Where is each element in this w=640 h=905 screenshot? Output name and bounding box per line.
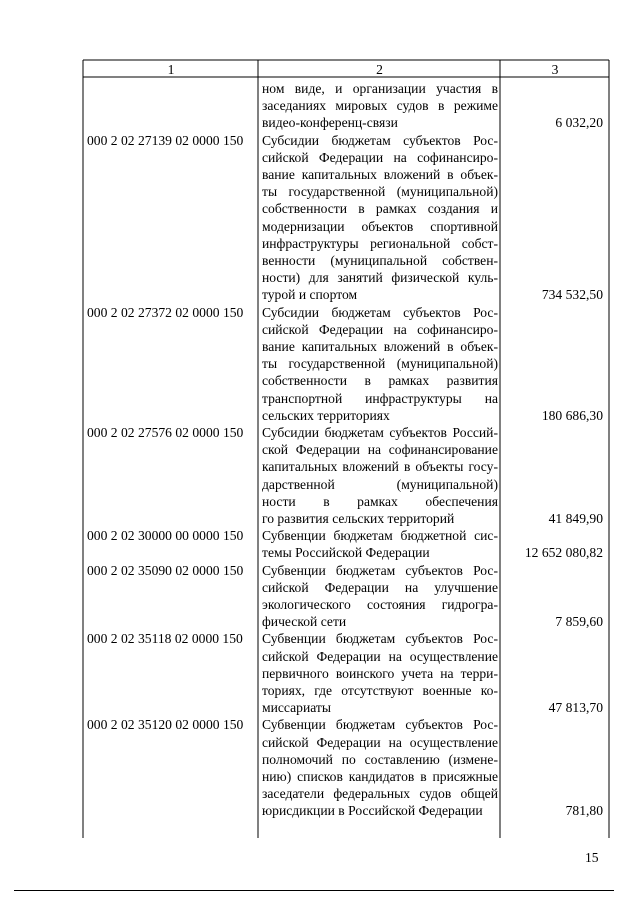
- description-line: ности в рамках обеспечения: [262, 493, 498, 509]
- budget-code: 000 2 02 35120 02 0000 150: [87, 717, 244, 733]
- amount-value: 7 859,60: [555, 614, 603, 630]
- description-line: нию) списков кандидатов в присяжные: [262, 768, 498, 784]
- revenue-description: [262, 424, 498, 527]
- budget-code: 000 2 02 27576 02 0000 150: [87, 425, 244, 440]
- description-line: ты государственной (муниципальной): [262, 356, 498, 372]
- description-line: вание капитальных вложений в объек-: [262, 338, 498, 354]
- description-line: турой и спортом: [262, 287, 358, 303]
- description-line: первичного воинского учета на терри-: [262, 665, 498, 681]
- amount-value: 41 849,90: [548, 511, 603, 526]
- amount-value: 12 652 080,82: [524, 545, 603, 561]
- revenue-description: [262, 527, 498, 561]
- description-line: Субвенции бюджетам субъектов Рос-: [262, 562, 498, 578]
- description-line: ном виде, и организации участия в: [262, 81, 498, 96]
- revenue-description: [262, 716, 498, 819]
- revenue-description: [262, 132, 498, 304]
- description-line: Субсидии бюджетам субъектов Рос-: [262, 132, 498, 148]
- description-line: Субвенции бюджетам бюджетной сис-: [262, 528, 498, 544]
- description-line: вание капитальных вложений в объек-: [262, 166, 498, 182]
- description-line: сийской Федерации на улучшение: [262, 579, 498, 595]
- description-line: ториях, где отсутствуют военные ко-: [262, 682, 498, 698]
- description-line: транспортной инфраструктуры на: [262, 390, 498, 406]
- description-line: сийской Федерации на осуществление: [262, 648, 498, 664]
- description-line: Субвенции бюджетам субъектов Рос-: [262, 717, 498, 733]
- description-line: заседаниях мировых судов в режиме: [262, 98, 498, 114]
- column-header-2: 2: [376, 62, 383, 77]
- column-header-3: 3: [551, 62, 559, 77]
- revenue-description: [262, 630, 498, 716]
- description-line: Субвенции бюджетам субъектов Рос-: [262, 631, 498, 647]
- revenue-description: [262, 562, 498, 631]
- amount-value: 47 813,70: [548, 700, 603, 716]
- page-number: 15: [585, 850, 599, 865]
- revenue-description: [262, 80, 498, 132]
- description-line: экологического состояния гидрогра-: [262, 596, 498, 612]
- revenue-description: [262, 304, 498, 424]
- description-line: темы Российской Федерации: [262, 545, 430, 561]
- description-line: ности) для занятий физической куль-: [262, 270, 498, 286]
- description-line: заседатели федеральных судов общей: [262, 786, 498, 802]
- description-line: сийской Федерации на осуществление: [262, 734, 498, 750]
- amount-value: 734 532,50: [541, 287, 603, 303]
- column-header-1: 1: [167, 62, 175, 77]
- description-line: фической сети: [262, 614, 347, 630]
- description-line: Субсидии бюджетам субъектов Россий-: [262, 425, 498, 440]
- description-line: модернизации объектов спортивной: [262, 218, 498, 234]
- budget-code: 000 2 02 27372 02 0000 150: [87, 304, 244, 320]
- description-line: сийской Федерации на софинансиро-: [262, 321, 498, 337]
- budget-code: 000 2 02 35090 02 0000 150: [87, 562, 244, 578]
- budget-code: 000 2 02 27139 02 0000 150: [87, 132, 244, 148]
- budget-code: 000 2 02 30000 00 0000 150: [87, 528, 244, 544]
- amount-value: 781,80: [565, 803, 603, 819]
- description-line: видео-конференц-связи: [262, 115, 398, 131]
- description-line: капитальных вложений в объекты госу-: [262, 459, 498, 475]
- amount-value: 180 686,30: [541, 407, 603, 423]
- description-line: ты государственной (муниципальной): [262, 184, 498, 200]
- description-line: венности (муниципальной собствен-: [262, 252, 498, 268]
- description-line: инфраструктуры региональной собст-: [262, 235, 498, 251]
- description-line: сельских территориях: [262, 407, 390, 423]
- description-line: собственности в рамках создания и: [262, 201, 498, 217]
- description-line: полномочий по составлению (измене-: [262, 751, 498, 767]
- description-line: сийской Федерации на софинансиро-: [262, 149, 498, 165]
- page-bottom-rule: [14, 890, 614, 891]
- description-line: Субсидии бюджетам субъектов Рос-: [262, 304, 498, 320]
- description-line: ской Федерации на софинансирование: [262, 442, 498, 458]
- description-line: миссариаты: [262, 700, 331, 716]
- description-line: дарственной (муниципальной): [262, 476, 498, 492]
- description-line: юрисдикции в Российской Федерации: [262, 803, 483, 819]
- amount-value: 6 032,20: [555, 115, 603, 131]
- description-line: го развития сельских территорий: [262, 510, 455, 526]
- description-line: собственности в рамках развития: [262, 373, 498, 389]
- budget-code: 000 2 02 35118 02 0000 150: [87, 631, 243, 647]
